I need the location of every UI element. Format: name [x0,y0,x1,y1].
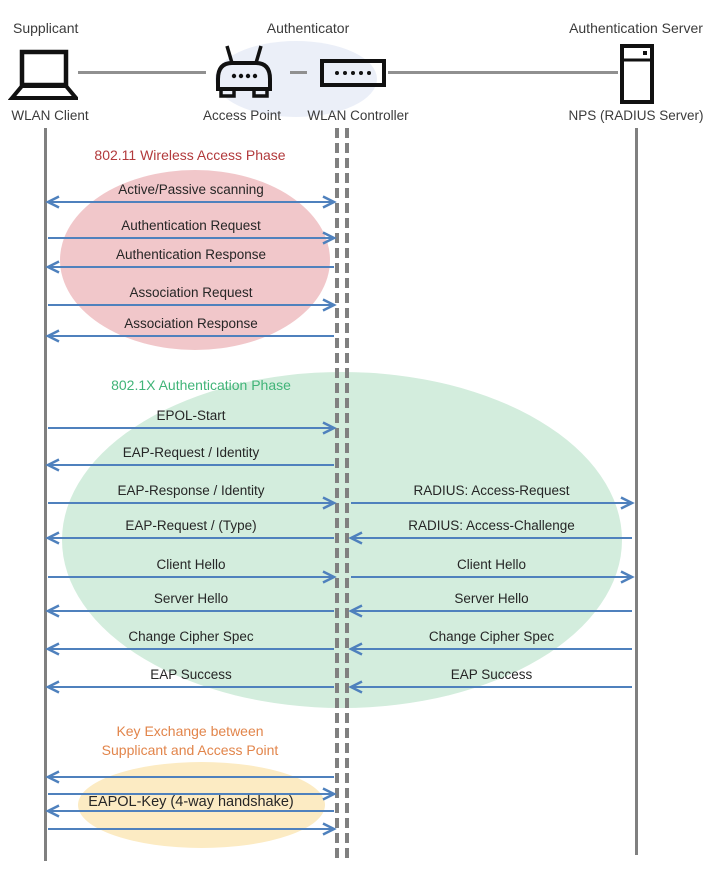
role-title-authenticator: Authenticator [266,20,350,36]
message-arrow [349,531,634,545]
message-label: EPOL-Start [156,408,226,423]
link-ap-controller [290,71,307,74]
laptop-icon [8,49,78,103]
message-arrow [46,298,336,312]
message-label: EAP-Request / Identity [122,445,260,460]
link-client-ap [78,71,206,74]
message-arrow [46,231,336,245]
node-label-wlan-controller: WLAN Controller [307,108,409,123]
message-label: Client Hello [456,557,527,572]
message-label: Active/Passive scanning [118,182,264,197]
message-label: Change Cipher Spec [428,629,555,644]
access-point-icon [211,42,277,100]
message-arrow [349,642,634,656]
phase-title-dot1x-auth: 802.1X Authentication Phase [111,377,291,393]
message-label: RADIUS: Access-Challenge [408,518,575,533]
message-label: EAPOL-Key (4-way handshake) [88,794,294,810]
message-label: EAP Success [150,667,232,682]
node-label-nps-radius-server: NPS (RADIUS Server) [568,108,704,123]
message-label: Association Response [124,316,258,331]
message-label: Change Cipher Spec [128,629,254,644]
phase-title-key-exchange-line2: Supplicant and Access Point [101,742,279,758]
message-arrow [349,604,634,618]
message-arrow [46,329,336,343]
phase-title-key-exchange-line1: Key Exchange between [116,723,264,739]
message-arrow [46,822,336,836]
message-label: Authentication Request [121,218,261,233]
message-label: Server Hello [454,591,529,606]
message-arrow [46,570,336,584]
node-label-access-point: Access Point [202,108,282,123]
message-arrow [349,570,634,584]
message-label: Client Hello [156,557,226,572]
message-arrow [349,680,634,694]
message-label: EAP-Response / Identity [117,483,265,498]
phase-title-key-exchange [40,722,340,760]
message-arrow [46,680,336,694]
message-arrow [46,496,336,510]
message-label: Server Hello [153,591,229,606]
message-arrow [349,496,634,510]
message-arrow [46,642,336,656]
link-controller-server [388,71,618,74]
message-arrow [46,604,336,618]
message-label: Association Request [129,285,253,300]
message-arrow [46,458,336,472]
wlan-controller-icon [320,59,386,87]
message-arrow [46,260,336,274]
node-label-wlan-client: WLAN Client [11,108,89,123]
message-label: EAP-Request / (Type) [125,518,257,533]
role-title-supplicant: Supplicant [13,20,79,36]
message-label: EAP Success [450,667,533,682]
role-title-authentication-server: Authentication Server [569,20,703,36]
message-arrow [46,195,336,209]
message-arrow [46,770,336,784]
server-icon [620,44,654,104]
phase-title-wireless-access: 802.11 Wireless Access Phase [94,147,286,163]
message-label: RADIUS: Access-Request [413,483,570,498]
message-arrow [46,421,336,435]
lifeline-radius-server [635,128,638,855]
message-arrow [46,531,336,545]
message-label: Authentication Response [115,247,267,262]
